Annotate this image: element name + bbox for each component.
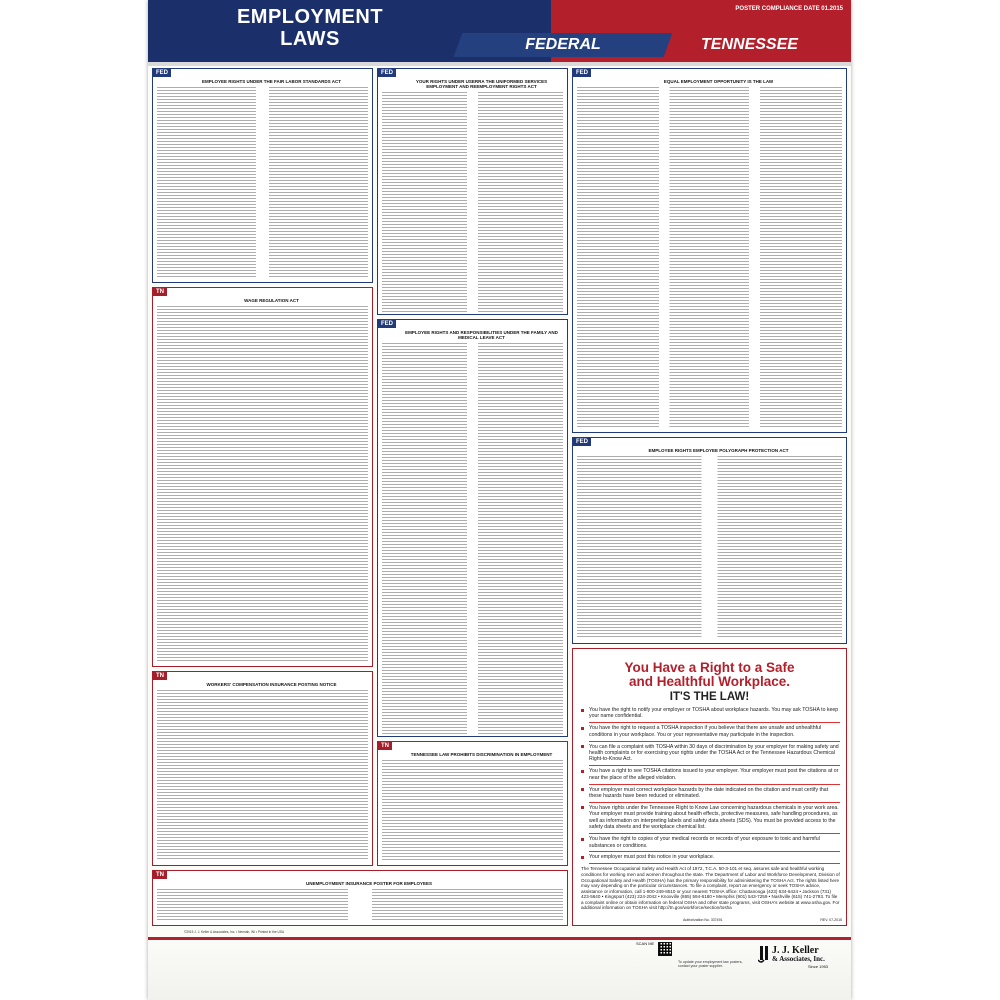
panel-tag: FED	[378, 69, 396, 77]
poster-header	[148, 0, 851, 62]
panel-body-text	[382, 760, 563, 861]
workers-comp-panel	[152, 671, 373, 866]
panel-body-text	[577, 87, 842, 428]
tosha-closing-paragraph: The Tennessee Occupational Safety and Health Act of 1972, T.C.A. 50-3-101 et seq. assures safe and healthful working conditions for working men and women throughout the state. The Department of Labor and Workforce Development, Division of Occupational Safety and Health (TOSHA) has the primary responsibility for administering the TOSHA Act. The rights listed here may vary depending on the particular circumstances. To file a complaint, report an emergency or seek TOSHA advice, assistance or information, call 1-800-249-8510 or your nearest TOSHA office: Chattanooga (423) 634-6424 • Jackson (731) 423-5640 • Kingsport (423) 224-2042 • Knoxville (865) 594-6180 • Memphis (901) 543-7259 • Nashville (615) 741-2793. To file a complaint online or obtain information on federal OSHA and other state programs, visit OSHA's website at www.osha.gov. For additional information on TOSHA visit http://tn.gov/workforce/section/tosha	[581, 866, 840, 911]
title-line-2: LAWS	[280, 28, 340, 50]
panel-title: YOUR RIGHTS UNDER USERRA THE UNIFORMED SERVICES EMPLOYMENT AND REEMPLOYMENT RIGHTS ACT	[415, 79, 548, 89]
state-tab	[648, 33, 851, 57]
poster-title	[160, 6, 460, 50]
copyright-text: ©2015 J. J. Keller & Associates, Inc. • Neenah, WI • Printed in the USA	[184, 930, 285, 934]
wage-regulation-panel	[152, 287, 373, 667]
panel-title: WORKERS' COMPENSATION INSURANCE POSTING NOTICE	[206, 682, 337, 687]
panel-tag: FED	[573, 438, 591, 446]
tosha-heading	[573, 661, 846, 689]
authorization-number: Authorization No. 337491	[683, 918, 723, 922]
panel-tag: FED	[153, 69, 171, 77]
keller-mark-icon	[758, 946, 770, 964]
update-footnote: To update your employment law posters, contact your poster supplier.	[678, 960, 743, 969]
list-item: You can file a complaint with TOSHA within 30 days of discrimination by your employer for making safety and health complaints or for exercising your rights under the TOSHA Act or the Tennessee Hazardous Chemical Right-to-Know Act.	[589, 744, 840, 767]
userra-panel	[377, 68, 568, 315]
poster-footer	[148, 928, 851, 1000]
panel-body-text	[157, 306, 368, 662]
fmla-panel	[377, 319, 568, 737]
jj-keller-logo	[758, 944, 848, 972]
panel-tag: TN	[153, 672, 167, 680]
panel-title: EQUAL EMPLOYMENT OPPORTUNITY IS THE LAW	[663, 79, 774, 84]
compliance-date: POSTER COMPLIANCE DATE 01.2015	[735, 6, 843, 12]
tosha-panel	[572, 648, 847, 926]
panel-tag: FED	[378, 320, 396, 328]
brand-subtitle: & Associates, Inc.	[772, 955, 825, 963]
list-item: Your employer must post this notice in your workplace.	[589, 854, 840, 864]
tosha-rights-list	[573, 707, 846, 864]
list-item: You have the right to copies of your medical records or records of your exposure to toxic and harmful substances or conditions.	[589, 836, 840, 852]
brand-name: J. J. Keller	[772, 945, 819, 956]
panel-tag: TN	[153, 871, 167, 879]
unemployment-panel	[152, 870, 568, 926]
revision-date: REV. 07-2015	[820, 918, 842, 922]
discrimination-panel	[377, 741, 568, 866]
panel-body-text	[382, 92, 563, 315]
scan-label: SCAN ME	[636, 941, 655, 946]
panel-title: EMPLOYEE RIGHTS UNDER THE FAIR LABOR STANDARDS ACT	[201, 79, 341, 84]
panel-title: EMPLOYEE RIGHTS AND RESPONSIBILITIES UNDER THE FAMILY AND MEDICAL LEAVE ACT	[405, 330, 558, 340]
panel-body-text	[382, 343, 563, 737]
flsa-panel	[152, 68, 373, 283]
state-label: TENNESSEE	[701, 36, 798, 53]
panel-body-text	[157, 889, 563, 921]
federal-tab	[454, 33, 673, 57]
panel-title: UNEMPLOYMENT INSURANCE POSTER FOR EMPLOYEES	[305, 881, 432, 886]
panel-title: EMPLOYEE RIGHTS EMPLOYEE POLYGRAPH PROTECTION ACT	[648, 448, 789, 453]
brand-since: Since 1953	[808, 964, 829, 969]
list-item: You have the right to request a TOSHA inspection if you believe that there are unsafe and unhealthful conditions in your workplace. You or your representative may participate in the inspection.	[589, 725, 840, 741]
list-item: You have a right to see TOSHA citations issued to your employer. Your employer must post the citations at or near the place of the alleged violation.	[589, 768, 840, 784]
tosha-heading-line-1: You Have a Right to a Safe	[624, 660, 795, 675]
eppa-panel	[572, 437, 847, 644]
footer-background	[148, 940, 851, 1000]
panel-body-text	[577, 456, 842, 639]
list-item: You have the right to notify your employer or TOSHA about workplace hazards. You may ask TOSHA to keep your name confidential.	[589, 707, 840, 723]
federal-label: FEDERAL	[525, 36, 601, 53]
list-item: You have rights under the Tennessee Right to Know Law concerning hazardous chemicals in your work area. Your employer must provide training about health effects, protective measures, safe handling procedures, as well as information on interpreting labels and safety data sheets (SDS). You must be provided access to the safety data sheets and the workplace chemical list.	[589, 805, 840, 834]
panel-tag: TN	[153, 288, 167, 296]
poster	[148, 0, 851, 1000]
eeo-panel	[572, 68, 847, 433]
header-stripe	[148, 62, 851, 66]
tosha-subheading: IT'S THE LAW!	[669, 691, 750, 703]
panel-title: WAGE REGULATION ACT	[244, 298, 299, 303]
panel-body-text	[157, 690, 368, 861]
tosha-heading-line-2: and Healthful Workplace.	[628, 674, 791, 689]
panel-tag: FED	[573, 69, 591, 77]
list-item: Your employer must correct workplace hazards by the date indicated on the citation and must certify that these hazards have been reduced or eliminated.	[589, 787, 840, 803]
qr-code-icon	[658, 942, 672, 956]
panel-body-text	[157, 87, 368, 278]
title-line-1: EMPLOYMENT	[236, 6, 384, 28]
panel-title: TENNESSEE LAW PROHIBITS DISCRIMINATION IN EMPLOYMENT	[410, 752, 553, 757]
panel-tag: TN	[378, 742, 392, 750]
